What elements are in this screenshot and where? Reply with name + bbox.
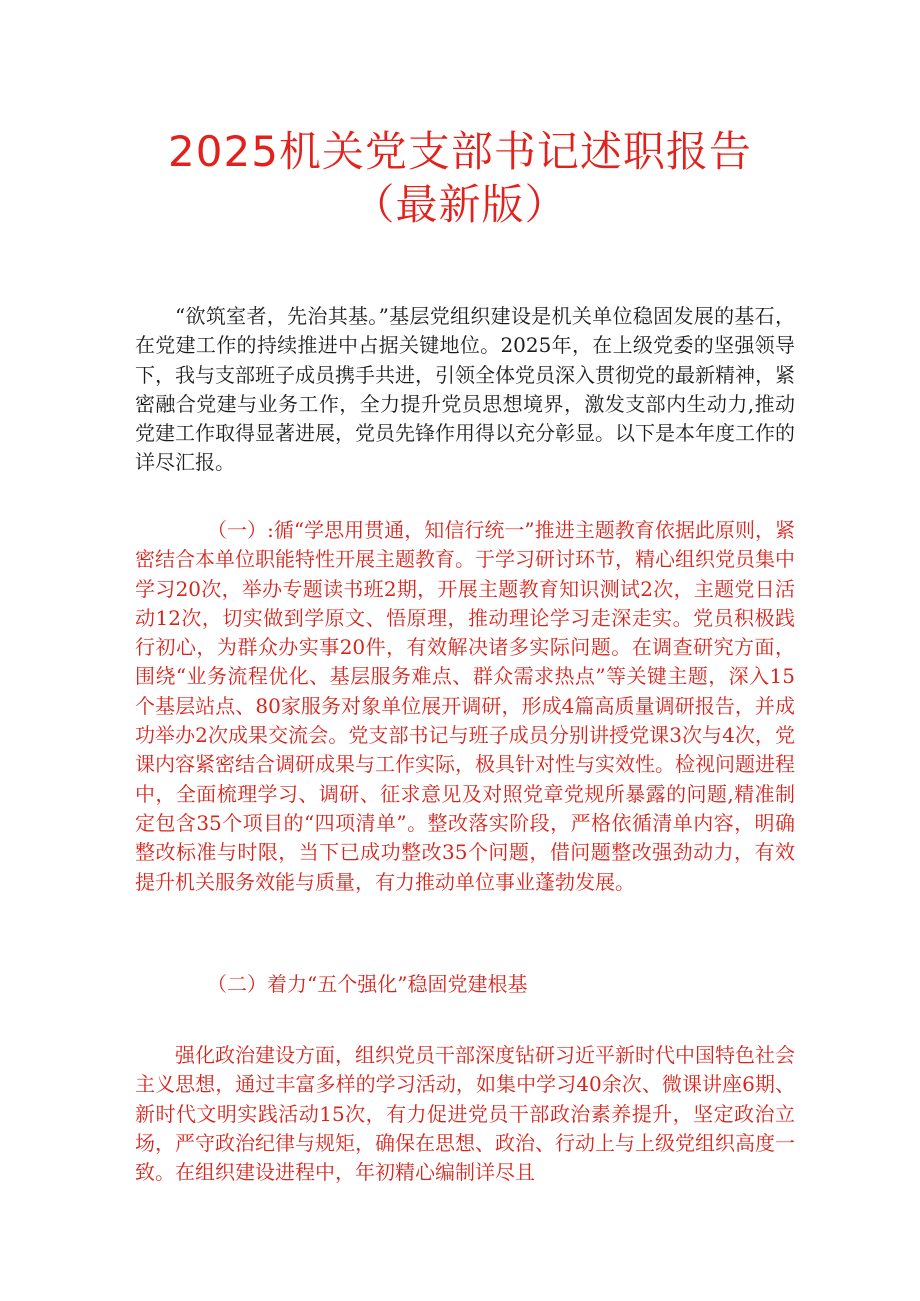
section2-paragraph: 强化政治建设方面，组织党员干部深度钻研习近平新时代中国特色社会主义思想，通过丰富多样的学习活动，如集中学习40余次、微课讲座6期、新时代文明实践活动15次，有力促进党员干部政治素养提升，坚定政治立场，严守政治纪律与规矩，确保在思想、政治、行动上与上级党组织高度一致。在组织建设进程中，年初精心编制详尽且 bbox=[135, 1043, 795, 1185]
section1-paragraph: （一）:循“学思用贯通，知信行统一”推进主题教育依据此原则，紧密结合本单位职能特性开展主题教育。于学习研讨环节，精心组织党员集中学习20次，举办专题读书班2期，开展主题教育知识测试2次，主题党日活动12次，切实做到学原文、悟原理，推动理论学习走深走实。党员积极践行初心，为群众办实事20件，有效解决诸多实际问题。在调查研究方面，围绕“业务流程优化、基层服务难点、群众需求热点”等关键主题，深入15个基层站点、80家服务对象单位展开调研，形成4篇高质量调研报告，并成功举办2次成果交流会。党支部书记与班子成员分别讲授党课3次与4次，党课内容紧密结合调研成果与工作实际，极具针对性与实效性。检视问题进程中，全面梳理学习、调研、征求意见及对照党章党规所暴露的问题,精准制定包含35个项目的“四项清单”。整改落实阶段，严格依循清单内容，明确整改标准与时限，当下已成功整改35个问题，借问题整改强劲动力，有效提升机关服务效能与质量，有力推动单位事业蓬勃发展。 bbox=[135, 518, 795, 894]
section2-heading: （二）着力“五个强化”稳固党建根基 bbox=[207, 972, 528, 996]
document-title: 2025机关党支部书记述职报告 bbox=[168, 127, 752, 176]
document-subtitle: （最新版） bbox=[352, 180, 568, 229]
intro-paragraph: “欲筑室者，先治其基。”基层党组织建设是机关单位稳固发展的基石，在党建工作的持续推进中占据关键地位。2025年，在上级党委的坚强领导下，我与支部班子成员携手共进，引领全体党员深入贯彻党的最新精神，紧密融合党建与业务工作，全力提升党员思想境界，激发支部内生动力,推动党建工作取得显著进展，党员先锋作用得以充分彰显。以下是本年度工作的详尽汇报。 bbox=[135, 304, 795, 475]
